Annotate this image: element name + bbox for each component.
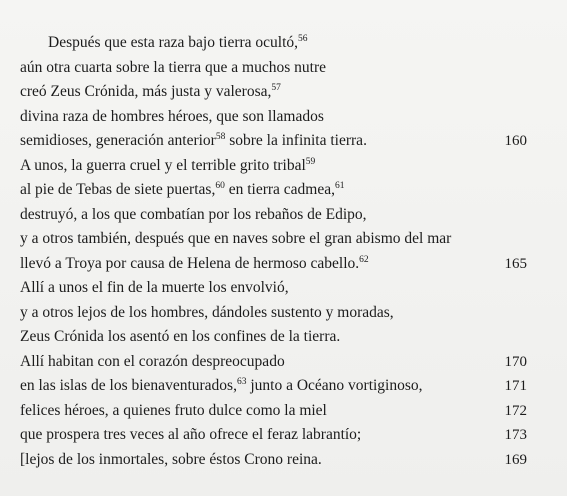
footnote-marker: 56 xyxy=(298,34,308,44)
footnote-marker: 62 xyxy=(359,254,369,265)
verse-segment: aún otra cuarta sobre la tierra que a muchos nutre xyxy=(20,58,326,76)
verse-line xyxy=(0,325,567,350)
verse-line xyxy=(0,105,567,130)
verse-segment: llevó a Troya por causa de Helena de hermoso cabello. xyxy=(20,254,360,272)
verse-segment: y a otros lejos de los hombres, dándoles sustento y moradas, xyxy=(20,303,394,321)
verse-block xyxy=(0,31,567,472)
verse-line xyxy=(0,374,567,399)
verse-text xyxy=(20,423,361,448)
verse-text xyxy=(20,203,367,228)
verse-text xyxy=(20,129,367,154)
verse-segment: Allí a unos el fin de la muerte los envolvió, xyxy=(20,279,289,296)
verse-line xyxy=(0,154,567,179)
verse-segment: Zeus Crónida los asentó en los confines de la tierra. xyxy=(20,328,341,345)
verse-line xyxy=(0,423,567,448)
verse-text xyxy=(20,80,281,105)
verse-line xyxy=(0,350,567,375)
verse-text xyxy=(20,105,324,130)
footnote-marker: 58 xyxy=(215,132,226,142)
verse-text xyxy=(20,350,285,375)
footnote-marker: 57 xyxy=(271,83,281,93)
verse-text xyxy=(20,252,369,277)
verse-segment: al pie de Tebas de siete puertas, xyxy=(20,181,216,198)
verse-line xyxy=(0,252,567,277)
line-number: 171 xyxy=(504,378,527,394)
verse-line xyxy=(0,129,567,154)
verse-text xyxy=(20,154,315,179)
verse-line xyxy=(0,276,567,301)
verse-segment: en tierra cadmea, xyxy=(224,181,335,198)
line-number: 172 xyxy=(504,402,527,419)
verse-segment: felices héroes, a quienes fruto dulce como la miel xyxy=(20,401,327,419)
verse-text xyxy=(20,325,340,350)
verse-text xyxy=(20,399,327,424)
verse-text xyxy=(20,227,451,252)
verse-segment: [lejos de los inmortales, sobre éstos Crono reina. xyxy=(20,450,322,468)
verse-line xyxy=(0,203,567,228)
line-number: 160 xyxy=(504,133,527,149)
verse-segment: destruyó, a los que combatían por los rebaños de Edipo, xyxy=(20,205,367,223)
line-number: 173 xyxy=(504,427,527,443)
line-number: 169 xyxy=(504,451,527,468)
verse-segment: creó Zeus Crónida, más justa y valerosa, xyxy=(20,83,272,100)
verse-text xyxy=(20,56,326,81)
footnote-marker: 61 xyxy=(334,181,345,191)
verse-segment: A unos, la guerra cruel y el terrible grito tribal xyxy=(20,156,306,174)
verse-line xyxy=(0,56,567,81)
verse-line xyxy=(0,399,567,424)
verse-segment: junto a Océano vortiginoso, xyxy=(246,377,423,394)
line-number: 165 xyxy=(504,255,527,272)
verse-segment: semidioses, generación anterior xyxy=(20,132,216,149)
line-number: 170 xyxy=(504,353,527,370)
verse-segment: y a otros también, después que en naves sobre el gran abismo del mar xyxy=(20,230,452,247)
verse-line xyxy=(0,80,567,105)
verse-segment: Allí habitan con el corazón despreocupado xyxy=(20,352,285,370)
verse-text xyxy=(20,276,289,301)
verse-text xyxy=(48,31,308,56)
verse-segment: que prospera tres veces al año ofrece el feraz labrantío; xyxy=(20,426,362,443)
verse-line xyxy=(0,178,567,203)
verse-line xyxy=(0,31,567,56)
verse-segment: divina raza de hombres héroes, que son llamados xyxy=(20,107,324,125)
footnote-marker: 63 xyxy=(236,377,247,387)
verse-text xyxy=(20,301,394,326)
footnote-marker: 60 xyxy=(215,181,225,191)
verse-line xyxy=(0,227,567,252)
footnote-marker: 59 xyxy=(305,156,316,167)
verse-line xyxy=(0,448,567,473)
verse-text xyxy=(20,448,322,473)
verse-text xyxy=(20,374,423,399)
verse-segment: en las islas de los bienaventurados, xyxy=(20,377,237,394)
verse-segment: Después que esta raza bajo tierra ocultó, xyxy=(48,34,299,51)
verse-text xyxy=(20,178,344,203)
verse-line xyxy=(0,301,567,326)
verse-segment: sobre la infinita tierra. xyxy=(225,132,367,149)
